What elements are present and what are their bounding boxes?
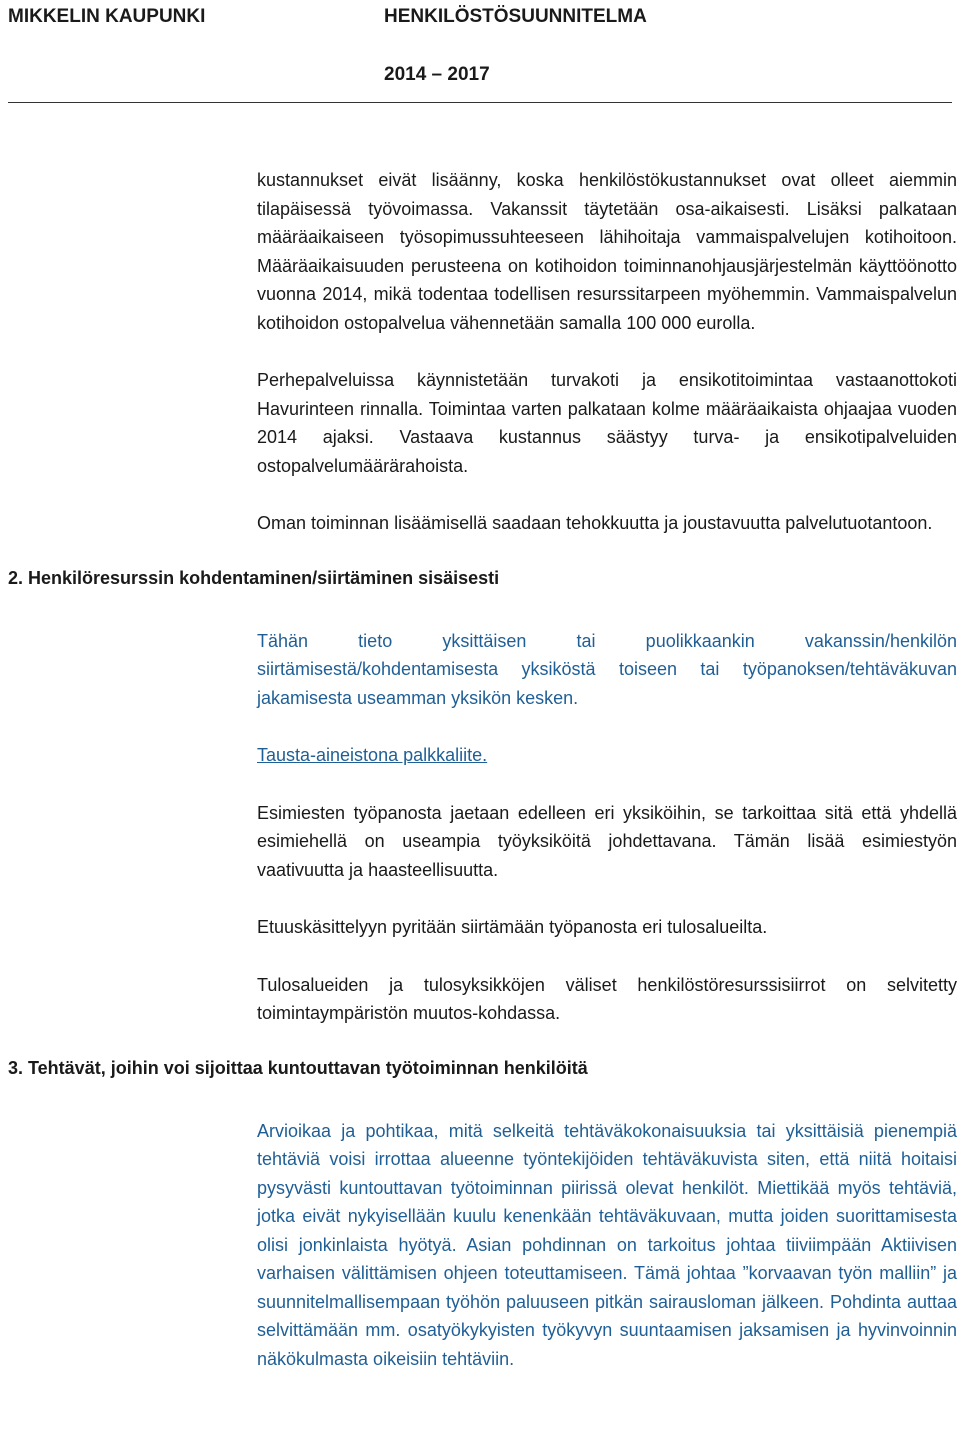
paragraph: Etuuskäsittelyyn pyritään siirtämään työpanosta eri tulosalueilta. — [257, 917, 768, 937]
background-material-link[interactable]: Tausta-aineistona palkkaliite. — [257, 745, 488, 765]
instruction-text: Arvioikaa ja pohtikaa, mitä selkeitä tehtäväkokonaisuuksia tai yksittäisiä pienempiä tehtäviä voisi irrottaa alueenne työntekijöiden tehtäväkuvista siten, että niitä hoitaisi pysyvästi kuntouttavan työtoiminnan piirissä olevat henkilöt. Miettikää myös tehtäviä, jotka eivät nykyisellään kuulu kenenkään tehtäväkuvaan, mutta joiden suorittamisesta olisi jonkinlaista hyötyä. Asian pohdinnan on tarkoitus johtaa tiiviimpään Aktiivisen varhaisen välittämisen ohjeen toteuttamiseen. Tämä johtaa ”korvaavan työn malliin” ja suunnitelmallisempaan työhön paluuseen pitkän sairausloman jälkeen. Pohdinta auttaa selvittämään mm. osatyökykyisten työkyvyn suuntaamisen jaksamisen ja hyvinvoinnin näkökulmasta oikeisiin tehtäviin. — [257, 1120, 957, 1369]
section-heading: 3. Tehtävät, joihin voi sijoittaa kuntouttavan työtoiminnan henkilöitä — [8, 1057, 588, 1078]
header-divider — [8, 102, 952, 103]
section-heading: 2. Henkilöresurssin kohdentaminen/siirtäminen sisäisesti — [8, 567, 500, 588]
document-years: 2014 – 2017 — [384, 64, 490, 85]
instruction-text: Tähän tieto yksittäisen tai puolikkaankin vakanssin/henkilön siirtämisestä/kohdentamisesta yksiköstä toiseen tai työpanoksen/tehtäväkuvan jakamisesta useamman yksikön kesken. — [257, 630, 957, 708]
paragraph: Tulosalueiden ja tulosyksikköjen väliset henkilöstöresurssisiirrot on selvitetty toimintaympäristön muutos-kohdassa. — [257, 974, 957, 1023]
organization-name: MIKKELIN KAUPUNKI — [8, 6, 206, 27]
paragraph: kustannukset eivät lisäänny, koska henkilöstökustannukset ovat olleet aiemmin tilapäisessä työvoimassa. Vakanssit täytetään osa-aikaisesti. Lisäksi palkataan määräaikaiseen työsopimussuhteeseen lähihoitaja vammaispalvelujen kotihoitoon. Määräaikaisuuden perusteena on kotihoidon toiminnanohjausjärjestelmän käyttöönotto vuonna 2014, mikä todentaa todellisen resurssitarpeen myöhemmin. Vammaispalvelun kotihoidon ostopalvelua vähennetään samalla 100 000 eurolla. — [257, 170, 957, 333]
paragraph: Perhepalveluissa käynnistetään turvakoti ja ensikotitoimintaa vastaanottokoti Havurinteen rinnalla. Toimintaa varten palkataan kolme määräaikaista ohjaajaa vuoden 2014 ajaksi. Vastaava kustannus säästyy turva- ja ensikotipalveluiden ostopalvelumäärärahoista. — [257, 370, 957, 476]
document-title: HENKILÖSTÖSUUNNITELMA — [384, 6, 647, 27]
page-header — [0, 4, 960, 104]
document-body — [0, 166, 960, 1373]
paragraph: Oman toiminnan lisäämisellä saadaan tehokkuutta ja joustavuutta palvelutuotantoon. — [257, 513, 933, 533]
paragraph: Esimiesten työpanosta jaetaan edelleen eri yksiköihin, se tarkoittaa sitä että yhdellä esimiehellä on useampia työyksiköitä johdettavana. Tämän lisää esimiestyön vaativuutta ja haasteellisuutta. — [257, 802, 957, 880]
